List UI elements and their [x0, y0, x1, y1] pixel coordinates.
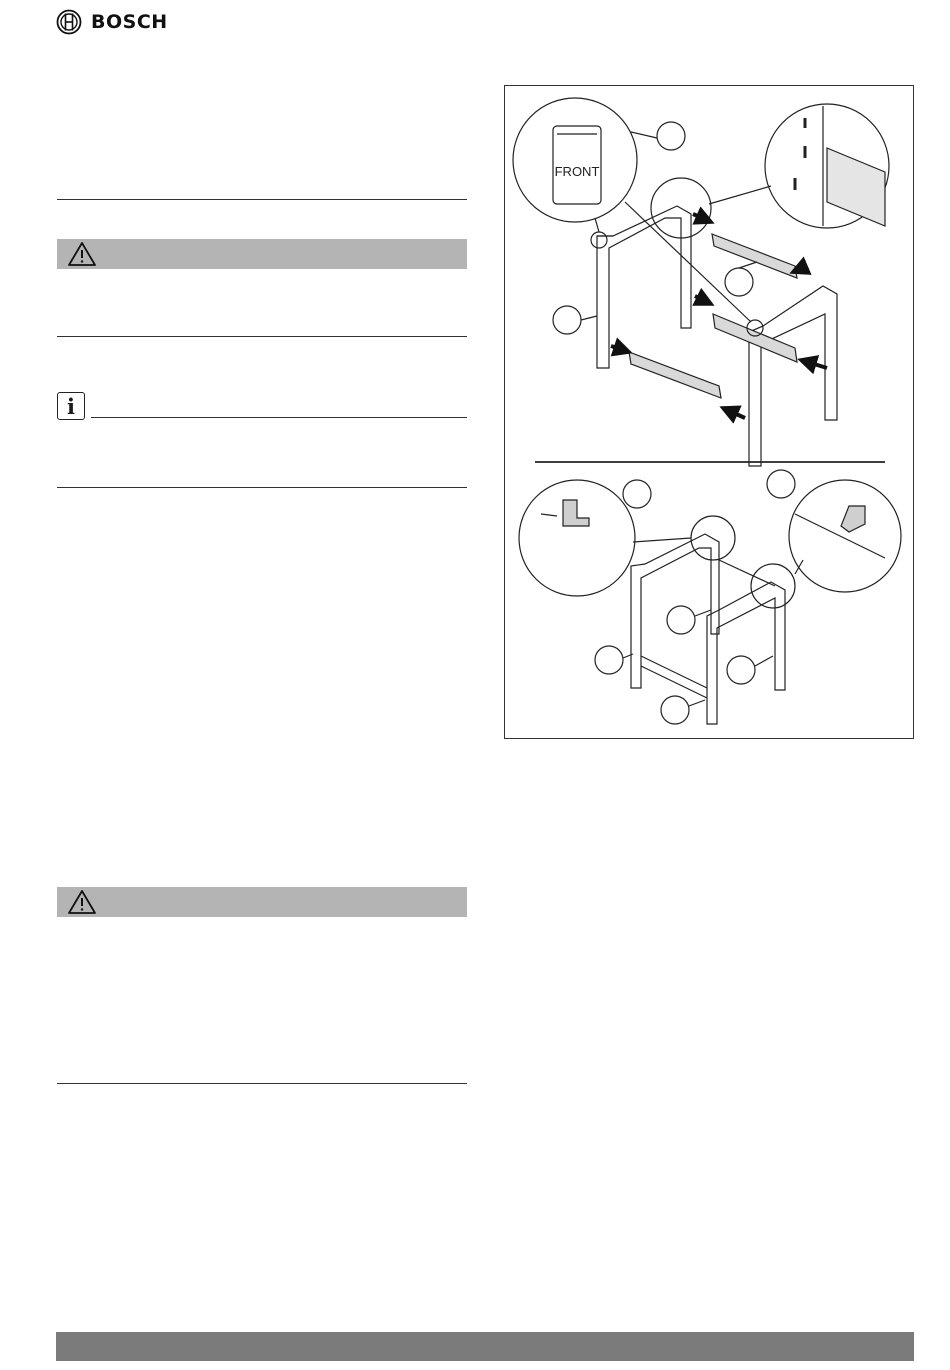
section-divider [57, 487, 467, 488]
section-divider [57, 199, 467, 200]
bosch-armature-icon [56, 9, 82, 35]
info-notice [57, 392, 467, 422]
assembly-illustration [505, 86, 913, 738]
brand-name: BOSCH [91, 11, 168, 33]
info-icon: i [57, 392, 85, 420]
warning-banner [57, 887, 467, 917]
warning-banner [57, 239, 467, 269]
front-label: FRONT [554, 164, 600, 179]
assembly-figure [504, 85, 914, 739]
brand-logo [56, 8, 168, 36]
warning-triangle-icon [67, 241, 97, 267]
section-divider [57, 1083, 467, 1084]
info-underline [91, 417, 467, 418]
section-divider [57, 336, 467, 337]
footer-bar [56, 1332, 914, 1361]
warning-triangle-icon [67, 889, 97, 915]
